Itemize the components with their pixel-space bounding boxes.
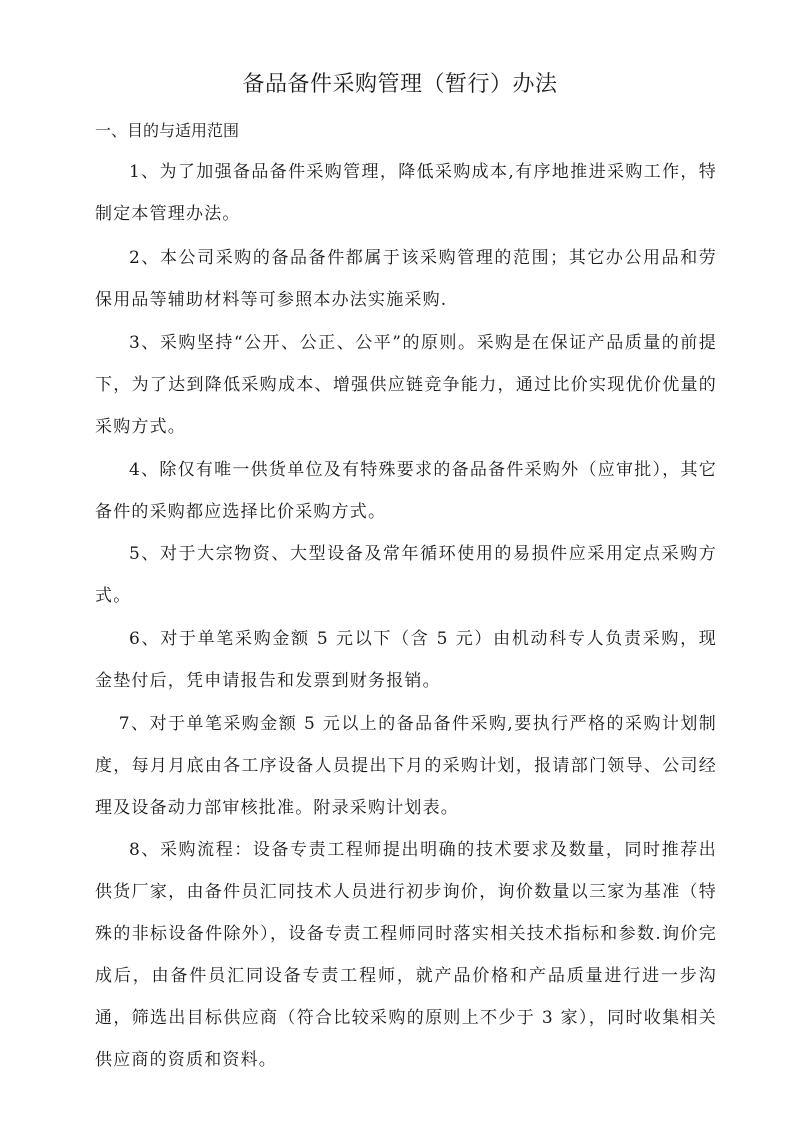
paragraph-6: 6、对于单笔采购金额 5 元以下（含 5 元）由机动科专人负责采购，现金垫付后，凭申请报告和发票到财务报销。: [95, 629, 717, 691]
document-title: 备品备件采购管理（暂行）办法: [242, 72, 558, 97]
paragraph-4: 4、除仅有唯一供货单位及有特殊要求的备品备件采购外（应审批），其它备件的采购都应选择比价采购方式。: [95, 460, 717, 522]
paragraph-7: 7、对于单笔采购金额 5 元以上的备品备件采购,要执行严格的采购计划制度，每月月底由各工序设备人员提出下月的采购计划，报请部门领导、公司经理及设备动力部审核批准。附录采购计划表。: [95, 714, 717, 818]
paragraph-8: 8、采购流程：设备专责工程师提出明确的技术要求及数量，同时推荐出供货厂家，由备件员汇同技术人员进行初步询价，询价数量以三家为基准（特殊的非标设备件除外），设备专责工程师同时落实相关技术指标和参数.询价完成后，由备件员汇同设备专责工程师，就产品价格和产品质量进行进一步沟通，筛选出目标供应商（符合比较采购的原则上不少于 3 家），同时收集相关供应商的资质和资料。: [95, 840, 717, 1070]
paragraph-2: 2、本公司采购的备品备件都属于该采购管理的范围；其它办公用品和劳保用品等辅助材料等可参照本办法实施采购.: [95, 248, 717, 310]
paragraph-1: 1、为了加强备品备件采购管理，降低采购成本,有序地推进采购工作，特制定本管理办法。: [95, 162, 717, 224]
paragraph-5: 5、对于大宗物资、大型设备及常年循环使用的易损件应采用定点采购方式。: [95, 544, 717, 606]
paragraph-3: 3、采购坚持“公开、公正、公平”的原则。采购是在保证产品质量的前提下，为了达到降低采购成本、增强供应链竞争能力，通过比价实现优价优量的采购方式。: [95, 333, 717, 437]
section-heading: 一、目的与适用范围: [95, 121, 240, 140]
